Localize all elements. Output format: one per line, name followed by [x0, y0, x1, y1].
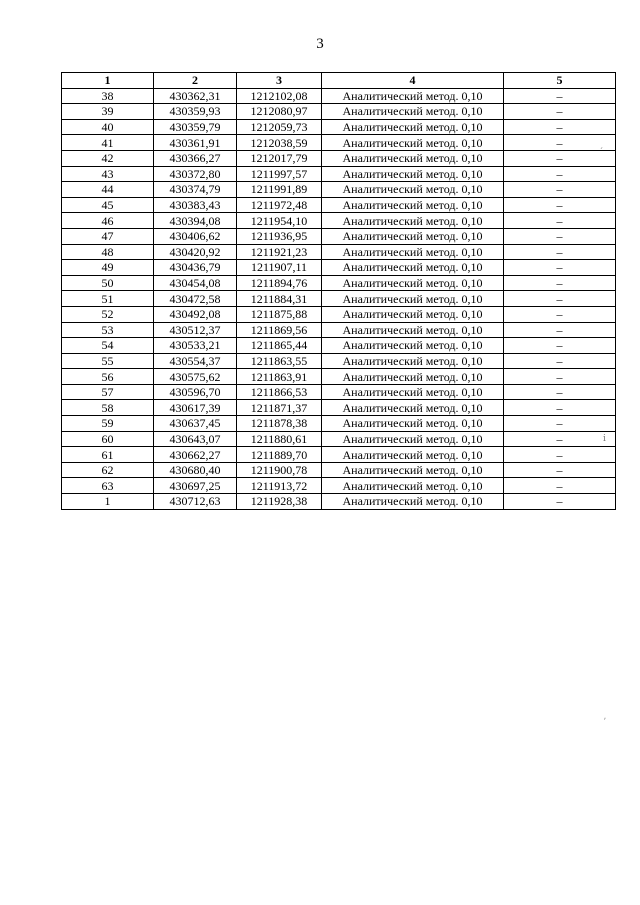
- table-cell: 430533,21: [154, 338, 237, 354]
- column-header: 5: [504, 73, 616, 89]
- table-cell: 63: [62, 478, 154, 494]
- table-row: [62, 275, 616, 291]
- table-cell: 1211865,44: [237, 338, 322, 354]
- table-cell: 1212038,59: [237, 135, 322, 151]
- table-cell: 430454,08: [154, 275, 237, 291]
- table-cell: 430617,39: [154, 400, 237, 416]
- table-row: [62, 119, 616, 135]
- table-cell: –: [504, 353, 616, 369]
- table-cell: 1211866,53: [237, 384, 322, 400]
- table-cell: 61: [62, 447, 154, 463]
- table-cell: –: [504, 384, 616, 400]
- table-cell: –: [504, 306, 616, 322]
- table-cell: Аналитический метод. 0,10: [322, 291, 504, 307]
- scan-speck: ʹ: [604, 716, 606, 726]
- table-cell: 1212059,73: [237, 119, 322, 135]
- table-cell: 55: [62, 353, 154, 369]
- table-cell: 1212017,79: [237, 150, 322, 166]
- table-cell: 1211936,95: [237, 228, 322, 244]
- table-cell: Аналитический метод. 0,10: [322, 104, 504, 120]
- table-cell: Аналитический метод. 0,10: [322, 244, 504, 260]
- table-cell: 1211863,55: [237, 353, 322, 369]
- table-cell: 50: [62, 275, 154, 291]
- table-cell: 1211878,38: [237, 416, 322, 432]
- table-cell: 54: [62, 338, 154, 354]
- table-cell: –: [504, 291, 616, 307]
- table-cell: 430596,70: [154, 384, 237, 400]
- table-cell: 430662,27: [154, 447, 237, 463]
- table-row: [62, 306, 616, 322]
- table-cell: 1211863,91: [237, 369, 322, 385]
- table-cell: 1211889,70: [237, 447, 322, 463]
- table-cell: 430359,79: [154, 119, 237, 135]
- table-cell: 430420,92: [154, 244, 237, 260]
- table-cell: –: [504, 197, 616, 213]
- table-cell: –: [504, 369, 616, 385]
- table-cell: 47: [62, 228, 154, 244]
- table-cell: Аналитический метод. 0,10: [322, 431, 504, 447]
- table-cell: Аналитический метод. 0,10: [322, 306, 504, 322]
- table-cell: 430436,79: [154, 260, 237, 276]
- table-cell: Аналитический метод. 0,10: [322, 369, 504, 385]
- table-cell: 1211991,89: [237, 182, 322, 198]
- table-cell: 430366,27: [154, 150, 237, 166]
- table-cell: 1212080,97: [237, 104, 322, 120]
- table-cell: 1211913,72: [237, 478, 322, 494]
- column-header: 2: [154, 73, 237, 89]
- table-row: [62, 104, 616, 120]
- table-cell: 1211869,56: [237, 322, 322, 338]
- table-cell: 42: [62, 150, 154, 166]
- table-cell: –: [504, 462, 616, 478]
- table-cell: 1211972,48: [237, 197, 322, 213]
- table-row: [62, 291, 616, 307]
- table-cell: 1211894,76: [237, 275, 322, 291]
- table-cell: 430575,62: [154, 369, 237, 385]
- table-cell: 51: [62, 291, 154, 307]
- table-cell: Аналитический метод. 0,10: [322, 260, 504, 276]
- table-cell: 430374,79: [154, 182, 237, 198]
- coordinates-table: [61, 72, 616, 510]
- table-row: [62, 182, 616, 198]
- table-cell: Аналитический метод. 0,10: [322, 228, 504, 244]
- table-cell: –: [504, 135, 616, 151]
- table-cell: 38: [62, 88, 154, 104]
- scan-speck: ´: [600, 146, 603, 156]
- table-cell: 430697,25: [154, 478, 237, 494]
- table-row: [62, 416, 616, 432]
- table-cell: 430383,43: [154, 197, 237, 213]
- table-row: [62, 135, 616, 151]
- table-cell: 53: [62, 322, 154, 338]
- table-row: [62, 228, 616, 244]
- table-cell: –: [504, 431, 616, 447]
- table-row: [62, 322, 616, 338]
- table-row: [62, 384, 616, 400]
- table-row: [62, 88, 616, 104]
- table-cell: 430643,07: [154, 431, 237, 447]
- table-cell: 1211997,57: [237, 166, 322, 182]
- column-header: 4: [322, 73, 504, 89]
- table-cell: –: [504, 478, 616, 494]
- table-cell: 39: [62, 104, 154, 120]
- table-header-row: [62, 73, 616, 89]
- table-cell: –: [504, 119, 616, 135]
- table-cell: –: [504, 322, 616, 338]
- table-row: [62, 166, 616, 182]
- table-cell: 430637,45: [154, 416, 237, 432]
- table-cell: –: [504, 416, 616, 432]
- table-cell: 430472,58: [154, 291, 237, 307]
- table-cell: 1211954,10: [237, 213, 322, 229]
- table-cell: 1211880,61: [237, 431, 322, 447]
- table-cell: –: [504, 88, 616, 104]
- table-cell: Аналитический метод. 0,10: [322, 275, 504, 291]
- table-row: [62, 494, 616, 510]
- table-cell: 430359,93: [154, 104, 237, 120]
- table-cell: 44: [62, 182, 154, 198]
- table-cell: 46: [62, 213, 154, 229]
- table-cell: 49: [62, 260, 154, 276]
- table-cell: Аналитический метод. 0,10: [322, 150, 504, 166]
- page-number: 3: [316, 36, 324, 52]
- table-cell: 430361,91: [154, 135, 237, 151]
- table-cell: Аналитический метод. 0,10: [322, 416, 504, 432]
- table-cell: Аналитический метод. 0,10: [322, 400, 504, 416]
- table-cell: 1211875,88: [237, 306, 322, 322]
- column-header: 3: [237, 73, 322, 89]
- table-cell: 430362,31: [154, 88, 237, 104]
- table-cell: 430394,08: [154, 213, 237, 229]
- table-cell: Аналитический метод. 0,10: [322, 338, 504, 354]
- table-cell: 430512,37: [154, 322, 237, 338]
- table-cell: 1211900,78: [237, 462, 322, 478]
- table-cell: –: [504, 228, 616, 244]
- table-cell: 1211884,31: [237, 291, 322, 307]
- table-cell: –: [504, 213, 616, 229]
- table-cell: 60: [62, 431, 154, 447]
- table-cell: 430554,37: [154, 353, 237, 369]
- column-header: 1: [62, 73, 154, 89]
- table-cell: 40: [62, 119, 154, 135]
- table-cell: Аналитический метод. 0,10: [322, 182, 504, 198]
- table-cell: –: [504, 150, 616, 166]
- table-row: [62, 462, 616, 478]
- table-cell: –: [504, 260, 616, 276]
- table-cell: 430406,62: [154, 228, 237, 244]
- table-row: [62, 338, 616, 354]
- table-cell: Аналитический метод. 0,10: [322, 478, 504, 494]
- scan-speck: ⅰ: [603, 433, 606, 443]
- table-cell: 43: [62, 166, 154, 182]
- table-cell: 1211907,11: [237, 260, 322, 276]
- table-cell: Аналитический метод. 0,10: [322, 197, 504, 213]
- table-row: [62, 260, 616, 276]
- table-cell: 45: [62, 197, 154, 213]
- table-cell: 430492,08: [154, 306, 237, 322]
- table-row: [62, 150, 616, 166]
- table-cell: Аналитический метод. 0,10: [322, 447, 504, 463]
- table-cell: 48: [62, 244, 154, 260]
- table-cell: Аналитический метод. 0,10: [322, 119, 504, 135]
- table-cell: 52: [62, 306, 154, 322]
- table-cell: 1211871,37: [237, 400, 322, 416]
- table-cell: 1211928,38: [237, 494, 322, 510]
- table-cell: 62: [62, 462, 154, 478]
- table-row: [62, 369, 616, 385]
- table-cell: –: [504, 338, 616, 354]
- table-cell: 41: [62, 135, 154, 151]
- table-cell: Аналитический метод. 0,10: [322, 353, 504, 369]
- table-row: [62, 244, 616, 260]
- table-cell: Аналитический метод. 0,10: [322, 213, 504, 229]
- table-cell: Аналитический метод. 0,10: [322, 322, 504, 338]
- table-cell: –: [504, 447, 616, 463]
- table-cell: –: [504, 494, 616, 510]
- table-cell: Аналитический метод. 0,10: [322, 494, 504, 510]
- table-row: [62, 478, 616, 494]
- table-row: [62, 213, 616, 229]
- table-row: [62, 447, 616, 463]
- table-row: [62, 197, 616, 213]
- table-row: [62, 353, 616, 369]
- table-row: [62, 431, 616, 447]
- table-cell: Аналитический метод. 0,10: [322, 166, 504, 182]
- table-cell: 59: [62, 416, 154, 432]
- table-cell: 56: [62, 369, 154, 385]
- table-row: [62, 400, 616, 416]
- table-cell: 430712,63: [154, 494, 237, 510]
- table-cell: 57: [62, 384, 154, 400]
- table-cell: Аналитический метод. 0,10: [322, 88, 504, 104]
- table-cell: 1212102,08: [237, 88, 322, 104]
- table-cell: –: [504, 244, 616, 260]
- table-cell: –: [504, 400, 616, 416]
- table-cell: 430680,40: [154, 462, 237, 478]
- table-cell: –: [504, 182, 616, 198]
- table-cell: Аналитический метод. 0,10: [322, 384, 504, 400]
- table-body: [62, 88, 616, 509]
- table-cell: 58: [62, 400, 154, 416]
- table-cell: Аналитический метод. 0,10: [322, 462, 504, 478]
- table-cell: –: [504, 104, 616, 120]
- table-cell: Аналитический метод. 0,10: [322, 135, 504, 151]
- table-cell: 430372,80: [154, 166, 237, 182]
- table-cell: 1: [62, 494, 154, 510]
- table-cell: –: [504, 275, 616, 291]
- table-cell: 1211921,23: [237, 244, 322, 260]
- table-cell: –: [504, 166, 616, 182]
